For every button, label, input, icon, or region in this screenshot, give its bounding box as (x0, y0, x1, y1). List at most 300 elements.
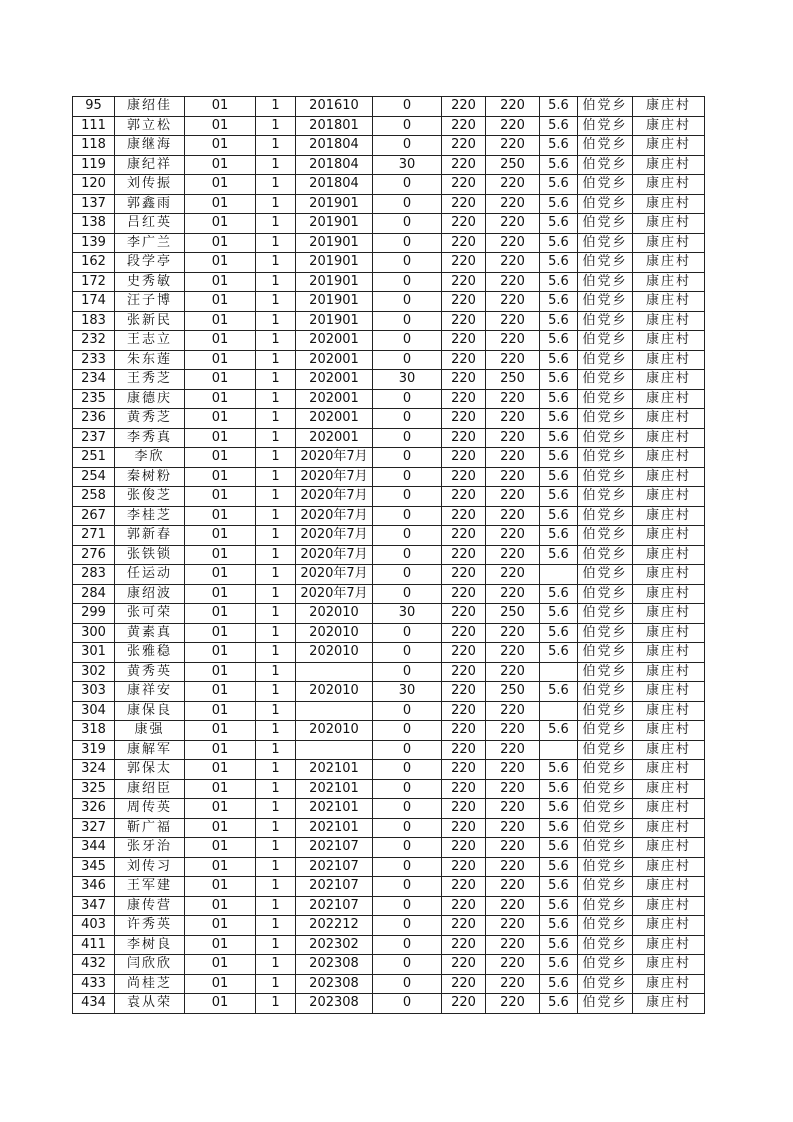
extra-amount-cell: 0 (373, 487, 442, 507)
extra-amount-cell: 0 (373, 292, 442, 312)
name-cell: 闫欣欣 (115, 955, 185, 975)
count-cell: 1 (256, 487, 296, 507)
base-amount-cell: 220 (442, 604, 486, 624)
count-cell: 1 (256, 935, 296, 955)
table-row (73, 97, 705, 117)
row-id-cell: 403 (73, 916, 115, 936)
base-amount-cell: 220 (442, 253, 486, 273)
table-row (73, 857, 705, 877)
village-cell: 康庄村 (633, 682, 705, 702)
code-cell: 01 (185, 545, 256, 565)
township-cell: 伯党乡 (578, 994, 633, 1014)
rate-cell: 5.6 (540, 467, 578, 487)
name-cell: 郭鑫雨 (115, 194, 185, 214)
count-cell: 1 (256, 194, 296, 214)
table-row (73, 896, 705, 916)
total-amount-cell: 220 (486, 740, 540, 760)
township-cell: 伯党乡 (578, 760, 633, 780)
extra-amount-cell: 0 (373, 643, 442, 663)
rate-cell: 5.6 (540, 214, 578, 234)
table-row (73, 721, 705, 741)
count-cell: 1 (256, 116, 296, 136)
code-cell: 01 (185, 740, 256, 760)
code-cell: 01 (185, 97, 256, 117)
count-cell: 1 (256, 662, 296, 682)
township-cell: 伯党乡 (578, 740, 633, 760)
code-cell: 01 (185, 584, 256, 604)
rate-cell: 5.6 (540, 623, 578, 643)
date-cell: 202101 (296, 760, 373, 780)
total-amount-cell: 220 (486, 506, 540, 526)
count-cell: 1 (256, 350, 296, 370)
row-id-cell: 119 (73, 155, 115, 175)
name-cell: 靳广福 (115, 818, 185, 838)
code-cell: 01 (185, 116, 256, 136)
village-cell: 康庄村 (633, 370, 705, 390)
code-cell: 01 (185, 916, 256, 936)
base-amount-cell: 220 (442, 487, 486, 507)
village-cell: 康庄村 (633, 409, 705, 429)
base-amount-cell: 220 (442, 896, 486, 916)
township-cell: 伯党乡 (578, 799, 633, 819)
rate-cell: 5.6 (540, 331, 578, 351)
date-cell: 2020年7月 (296, 487, 373, 507)
table-row (73, 604, 705, 624)
name-cell: 王志立 (115, 331, 185, 351)
total-amount-cell: 220 (486, 994, 540, 1014)
date-cell: 201901 (296, 292, 373, 312)
count-cell: 1 (256, 467, 296, 487)
table-row (73, 194, 705, 214)
name-cell: 李树良 (115, 935, 185, 955)
date-cell: 202010 (296, 623, 373, 643)
row-id-cell: 347 (73, 896, 115, 916)
total-amount-cell: 220 (486, 214, 540, 234)
count-cell: 1 (256, 721, 296, 741)
extra-amount-cell: 0 (373, 233, 442, 253)
township-cell: 伯党乡 (578, 643, 633, 663)
base-amount-cell: 220 (442, 799, 486, 819)
rate-cell: 5.6 (540, 233, 578, 253)
row-id-cell: 327 (73, 818, 115, 838)
village-cell: 康庄村 (633, 506, 705, 526)
count-cell: 1 (256, 292, 296, 312)
date-cell: 201901 (296, 194, 373, 214)
total-amount-cell: 220 (486, 272, 540, 292)
extra-amount-cell: 0 (373, 97, 442, 117)
township-cell: 伯党乡 (578, 97, 633, 117)
name-cell: 康保良 (115, 701, 185, 721)
date-cell (296, 662, 373, 682)
code-cell: 01 (185, 331, 256, 351)
rate-cell: 5.6 (540, 760, 578, 780)
table-row (73, 740, 705, 760)
rate-cell: 5.6 (540, 896, 578, 916)
code-cell: 01 (185, 155, 256, 175)
date-cell: 201901 (296, 311, 373, 331)
extra-amount-cell: 0 (373, 116, 442, 136)
name-cell: 康绍佳 (115, 97, 185, 117)
row-id-cell: 276 (73, 545, 115, 565)
village-cell: 康庄村 (633, 448, 705, 468)
township-cell: 伯党乡 (578, 818, 633, 838)
row-id-cell: 271 (73, 526, 115, 546)
row-id-cell: 304 (73, 701, 115, 721)
village-cell: 康庄村 (633, 487, 705, 507)
code-cell: 01 (185, 565, 256, 585)
rate-cell: 5.6 (540, 175, 578, 195)
village-cell: 康庄村 (633, 662, 705, 682)
township-cell: 伯党乡 (578, 311, 633, 331)
code-cell: 01 (185, 214, 256, 234)
name-cell: 刘传振 (115, 175, 185, 195)
extra-amount-cell: 0 (373, 818, 442, 838)
base-amount-cell: 220 (442, 857, 486, 877)
name-cell: 王军建 (115, 877, 185, 897)
table-row (73, 116, 705, 136)
extra-amount-cell: 0 (373, 409, 442, 429)
total-amount-cell: 220 (486, 760, 540, 780)
village-cell: 康庄村 (633, 896, 705, 916)
date-cell: 2020年7月 (296, 448, 373, 468)
date-cell: 201804 (296, 136, 373, 156)
extra-amount-cell: 0 (373, 467, 442, 487)
rate-cell: 5.6 (540, 857, 578, 877)
village-cell: 康庄村 (633, 916, 705, 936)
name-cell: 黄秀英 (115, 662, 185, 682)
extra-amount-cell: 0 (373, 779, 442, 799)
row-id-cell: 258 (73, 487, 115, 507)
total-amount-cell: 220 (486, 877, 540, 897)
code-cell: 01 (185, 506, 256, 526)
village-cell: 康庄村 (633, 467, 705, 487)
village-cell: 康庄村 (633, 565, 705, 585)
count-cell: 1 (256, 175, 296, 195)
count-cell: 1 (256, 994, 296, 1014)
name-cell: 任运动 (115, 565, 185, 585)
total-amount-cell: 220 (486, 253, 540, 273)
village-cell: 康庄村 (633, 175, 705, 195)
extra-amount-cell: 0 (373, 311, 442, 331)
table-row (73, 233, 705, 253)
village-cell: 康庄村 (633, 194, 705, 214)
rate-cell: 5.6 (540, 526, 578, 546)
township-cell: 伯党乡 (578, 565, 633, 585)
table-row (73, 701, 705, 721)
name-cell: 康强 (115, 721, 185, 741)
row-id-cell: 174 (73, 292, 115, 312)
date-cell: 202010 (296, 721, 373, 741)
code-cell: 01 (185, 389, 256, 409)
count-cell: 1 (256, 214, 296, 234)
count-cell: 1 (256, 799, 296, 819)
base-amount-cell: 220 (442, 233, 486, 253)
total-amount-cell: 220 (486, 955, 540, 975)
table-row (73, 311, 705, 331)
rate-cell: 5.6 (540, 194, 578, 214)
data-table (72, 96, 705, 1014)
village-cell: 康庄村 (633, 623, 705, 643)
base-amount-cell: 220 (442, 955, 486, 975)
table-row (73, 448, 705, 468)
date-cell: 202308 (296, 974, 373, 994)
name-cell: 康德庆 (115, 389, 185, 409)
extra-amount-cell: 0 (373, 838, 442, 858)
base-amount-cell: 220 (442, 935, 486, 955)
count-cell: 1 (256, 877, 296, 897)
rate-cell: 5.6 (540, 428, 578, 448)
township-cell: 伯党乡 (578, 233, 633, 253)
rate-cell: 5.6 (540, 272, 578, 292)
count-cell: 1 (256, 448, 296, 468)
count-cell: 1 (256, 409, 296, 429)
code-cell: 01 (185, 974, 256, 994)
township-cell: 伯党乡 (578, 916, 633, 936)
row-id-cell: 433 (73, 974, 115, 994)
total-amount-cell: 220 (486, 389, 540, 409)
date-cell: 201801 (296, 116, 373, 136)
village-cell: 康庄村 (633, 97, 705, 117)
township-cell: 伯党乡 (578, 526, 633, 546)
total-amount-cell: 220 (486, 721, 540, 741)
date-cell: 202308 (296, 955, 373, 975)
name-cell: 史秀敏 (115, 272, 185, 292)
code-cell: 01 (185, 760, 256, 780)
date-cell: 201804 (296, 175, 373, 195)
table-row (73, 506, 705, 526)
rate-cell (540, 662, 578, 682)
village-cell: 康庄村 (633, 701, 705, 721)
date-cell (296, 740, 373, 760)
row-id-cell: 434 (73, 994, 115, 1014)
count-cell: 1 (256, 389, 296, 409)
count-cell: 1 (256, 760, 296, 780)
village-cell: 康庄村 (633, 935, 705, 955)
date-cell: 201804 (296, 155, 373, 175)
name-cell: 康解军 (115, 740, 185, 760)
date-cell: 2020年7月 (296, 506, 373, 526)
total-amount-cell: 220 (486, 565, 540, 585)
township-cell: 伯党乡 (578, 838, 633, 858)
name-cell: 袁从荣 (115, 994, 185, 1014)
township-cell: 伯党乡 (578, 779, 633, 799)
extra-amount-cell: 0 (373, 877, 442, 897)
extra-amount-cell: 0 (373, 389, 442, 409)
name-cell: 汪子博 (115, 292, 185, 312)
row-id-cell: 432 (73, 955, 115, 975)
date-cell: 202101 (296, 818, 373, 838)
extra-amount-cell: 0 (373, 994, 442, 1014)
rate-cell: 5.6 (540, 604, 578, 624)
base-amount-cell: 220 (442, 584, 486, 604)
rate-cell (540, 701, 578, 721)
base-amount-cell: 220 (442, 370, 486, 390)
code-cell: 01 (185, 272, 256, 292)
table-row (73, 565, 705, 585)
table-row (73, 214, 705, 234)
row-id-cell: 236 (73, 409, 115, 429)
village-cell: 康庄村 (633, 350, 705, 370)
extra-amount-cell: 0 (373, 448, 442, 468)
township-cell: 伯党乡 (578, 155, 633, 175)
date-cell: 202107 (296, 857, 373, 877)
township-cell: 伯党乡 (578, 974, 633, 994)
extra-amount-cell: 0 (373, 955, 442, 975)
row-id-cell: 118 (73, 136, 115, 156)
code-cell: 01 (185, 877, 256, 897)
extra-amount-cell: 30 (373, 604, 442, 624)
total-amount-cell: 220 (486, 311, 540, 331)
date-cell: 202308 (296, 994, 373, 1014)
date-cell: 202001 (296, 331, 373, 351)
count-cell: 1 (256, 253, 296, 273)
village-cell: 康庄村 (633, 272, 705, 292)
base-amount-cell: 220 (442, 643, 486, 663)
code-cell: 01 (185, 896, 256, 916)
row-id-cell: 284 (73, 584, 115, 604)
table-row (73, 545, 705, 565)
base-amount-cell: 220 (442, 467, 486, 487)
table-row (73, 292, 705, 312)
date-cell: 202001 (296, 428, 373, 448)
township-cell: 伯党乡 (578, 896, 633, 916)
extra-amount-cell: 0 (373, 214, 442, 234)
table-row (73, 409, 705, 429)
village-cell: 康庄村 (633, 116, 705, 136)
township-cell: 伯党乡 (578, 292, 633, 312)
total-amount-cell: 220 (486, 935, 540, 955)
date-cell: 202107 (296, 838, 373, 858)
village-cell: 康庄村 (633, 877, 705, 897)
township-cell: 伯党乡 (578, 584, 633, 604)
name-cell: 康纪祥 (115, 155, 185, 175)
township-cell: 伯党乡 (578, 370, 633, 390)
code-cell: 01 (185, 955, 256, 975)
code-cell: 01 (185, 175, 256, 195)
row-id-cell: 172 (73, 272, 115, 292)
rate-cell: 5.6 (540, 136, 578, 156)
table-row (73, 779, 705, 799)
rate-cell: 5.6 (540, 682, 578, 702)
total-amount-cell: 220 (486, 526, 540, 546)
rate-cell: 5.6 (540, 409, 578, 429)
base-amount-cell: 220 (442, 545, 486, 565)
row-id-cell: 138 (73, 214, 115, 234)
village-cell: 康庄村 (633, 292, 705, 312)
total-amount-cell: 220 (486, 233, 540, 253)
date-cell: 202302 (296, 935, 373, 955)
name-cell: 张可荣 (115, 604, 185, 624)
rate-cell: 5.6 (540, 994, 578, 1014)
total-amount-cell: 220 (486, 974, 540, 994)
code-cell: 01 (185, 253, 256, 273)
village-cell: 康庄村 (633, 955, 705, 975)
count-cell: 1 (256, 643, 296, 663)
extra-amount-cell: 0 (373, 350, 442, 370)
village-cell: 康庄村 (633, 311, 705, 331)
rate-cell: 5.6 (540, 311, 578, 331)
table-row (73, 331, 705, 351)
table-row (73, 799, 705, 819)
total-amount-cell: 250 (486, 370, 540, 390)
extra-amount-cell: 0 (373, 760, 442, 780)
extra-amount-cell: 0 (373, 506, 442, 526)
base-amount-cell: 220 (442, 97, 486, 117)
code-cell: 01 (185, 409, 256, 429)
code-cell: 01 (185, 662, 256, 682)
rate-cell: 5.6 (540, 448, 578, 468)
row-id-cell: 283 (73, 565, 115, 585)
count-cell: 1 (256, 682, 296, 702)
name-cell: 李欣 (115, 448, 185, 468)
name-cell: 康祥安 (115, 682, 185, 702)
township-cell: 伯党乡 (578, 389, 633, 409)
township-cell: 伯党乡 (578, 721, 633, 741)
base-amount-cell: 220 (442, 623, 486, 643)
date-cell: 201901 (296, 253, 373, 273)
date-cell: 202010 (296, 643, 373, 663)
extra-amount-cell: 0 (373, 175, 442, 195)
base-amount-cell: 220 (442, 428, 486, 448)
village-cell: 康庄村 (633, 838, 705, 858)
rate-cell (540, 565, 578, 585)
code-cell: 01 (185, 350, 256, 370)
name-cell: 段学亭 (115, 253, 185, 273)
row-id-cell: 318 (73, 721, 115, 741)
township-cell: 伯党乡 (578, 428, 633, 448)
extra-amount-cell: 0 (373, 194, 442, 214)
count-cell: 1 (256, 838, 296, 858)
name-cell: 康传营 (115, 896, 185, 916)
row-id-cell: 300 (73, 623, 115, 643)
name-cell: 黄秀芝 (115, 409, 185, 429)
village-cell: 康庄村 (633, 857, 705, 877)
count-cell: 1 (256, 623, 296, 643)
extra-amount-cell: 30 (373, 370, 442, 390)
code-cell: 01 (185, 467, 256, 487)
total-amount-cell: 220 (486, 136, 540, 156)
township-cell: 伯党乡 (578, 662, 633, 682)
date-cell: 202212 (296, 916, 373, 936)
township-cell: 伯党乡 (578, 682, 633, 702)
village-cell: 康庄村 (633, 974, 705, 994)
rate-cell: 5.6 (540, 974, 578, 994)
name-cell: 康继海 (115, 136, 185, 156)
total-amount-cell: 220 (486, 857, 540, 877)
code-cell: 01 (185, 935, 256, 955)
township-cell: 伯党乡 (578, 467, 633, 487)
township-cell: 伯党乡 (578, 487, 633, 507)
date-cell: 202001 (296, 409, 373, 429)
table-row (73, 136, 705, 156)
table-row (73, 838, 705, 858)
code-cell: 01 (185, 526, 256, 546)
date-cell: 201901 (296, 272, 373, 292)
row-id-cell: 325 (73, 779, 115, 799)
village-cell: 康庄村 (633, 233, 705, 253)
name-cell: 李桂芝 (115, 506, 185, 526)
name-cell: 郭保太 (115, 760, 185, 780)
row-id-cell: 319 (73, 740, 115, 760)
township-cell: 伯党乡 (578, 214, 633, 234)
code-cell: 01 (185, 779, 256, 799)
date-cell: 2020年7月 (296, 526, 373, 546)
base-amount-cell: 220 (442, 682, 486, 702)
date-cell: 201610 (296, 97, 373, 117)
row-id-cell: 346 (73, 877, 115, 897)
date-cell: 201901 (296, 214, 373, 234)
base-amount-cell: 220 (442, 136, 486, 156)
